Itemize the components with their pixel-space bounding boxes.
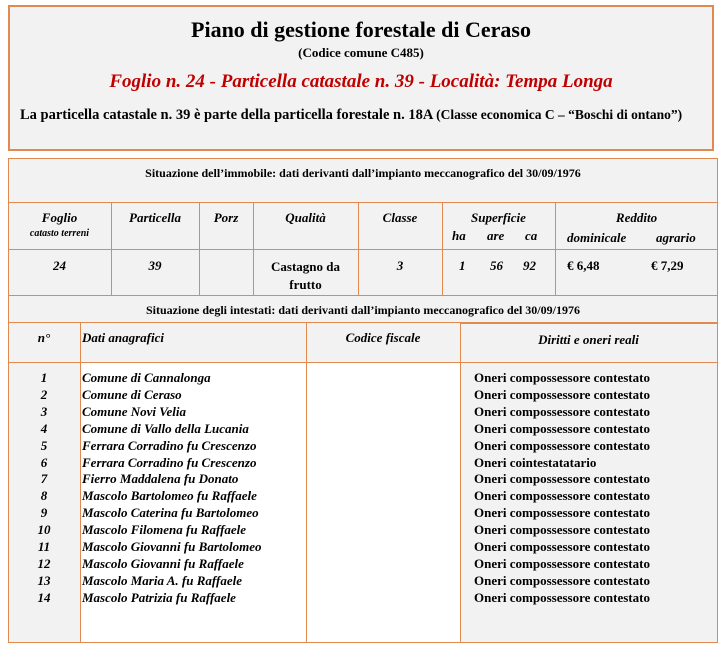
col-agrario-header: agrario [656, 230, 696, 245]
row-diritti: Oneri compossessore contestato [474, 590, 650, 605]
row-number: 5 [40, 438, 48, 453]
col-dominicale-header: dominicale [567, 230, 627, 245]
cell-are: 56 [490, 258, 503, 273]
row-diritti: Oneri compossessore contestato [474, 522, 650, 537]
row-dati-anagrafici: Mascolo Bartolomeo fu Raffaele [82, 488, 257, 503]
description [20, 105, 702, 125]
row-dati-anagrafici: Mascolo Filomena fu Raffaele [82, 522, 247, 537]
row-dati-anagrafici: Ferrara Corradino fu Crescenzo [82, 455, 257, 470]
cadastral-table [8, 158, 718, 643]
row-number: 7 [40, 471, 48, 486]
row-diritti: Oneri compossessore contestato [474, 505, 650, 520]
row-dati-anagrafici: Mascolo Giovanni fu Raffaele [82, 556, 244, 571]
cell-particella: 39 [148, 258, 162, 273]
row-number: 10 [37, 522, 51, 537]
col-qualita-header: Qualità [285, 210, 326, 225]
row-diritti: Oneri compossessore contestato [474, 370, 650, 385]
col-ca-header: ca [525, 228, 538, 243]
col-foglio-header: Foglio [41, 210, 78, 225]
cell-ha: 1 [459, 258, 466, 273]
cell-qualita-line1: Castagno da [271, 259, 340, 274]
row-number: 6 [40, 455, 48, 470]
col-n-header: n° [37, 330, 51, 345]
document-header [8, 5, 714, 151]
cell-ca: 92 [523, 258, 536, 273]
row-diritti: Oneri cointestatatario [474, 455, 597, 470]
row-dati-anagrafici: Mascolo Maria A. fu Raffaele [82, 573, 242, 588]
row-dati-anagrafici: Mascolo Giovanni fu Bartolomeo [82, 539, 262, 554]
row-number: 4 [40, 421, 48, 436]
cell-qualita-line2: frutto [289, 277, 322, 292]
immobile-section-title: Situazione dell’immobile: dati derivanti dall’impianto meccanografico del 30/09/1976 [145, 166, 581, 180]
row-number: 9 [40, 505, 48, 520]
row-diritti: Oneri compossessore contestato [474, 471, 650, 486]
cell-foglio: 24 [53, 258, 66, 273]
col-are-header: are [487, 228, 505, 243]
col-diritti-header: Diritti e oneri reali [538, 332, 639, 347]
cell-qualita [253, 258, 358, 294]
row-number: 14 [37, 590, 51, 605]
description-main: La particella catastale n. 39 è parte della particella forestale n. 18A [20, 107, 433, 123]
row-number: 1 [40, 370, 48, 385]
col-classe-header: Classe [382, 210, 418, 225]
col-reddito-header: Reddito [615, 210, 658, 225]
row-diritti: Oneri compossessore contestato [474, 421, 650, 436]
row-number: 11 [37, 539, 51, 554]
cell-dominicale: € 6,48 [567, 258, 600, 273]
row-dati-anagrafici: Fierro Maddalena fu Donato [82, 471, 239, 486]
row-dati-anagrafici: Comune Novi Velia [82, 404, 187, 419]
row-diritti: Oneri compossessore contestato [474, 556, 650, 571]
row-dati-anagrafici: Mascolo Patrizia fu Raffaele [82, 590, 236, 605]
row-dati-anagrafici: Ferrara Corradino fu Crescenzo [82, 438, 257, 453]
col-foglio-subheader: catasto terreni [29, 228, 90, 239]
row-diritti: Oneri compossessore contestato [474, 573, 650, 588]
row-dati-anagrafici: Comune di Cannalonga [82, 370, 211, 385]
row-dati-anagrafici: Comune di Ceraso [82, 387, 182, 402]
description-class: (Classe economica C – “Boschi di ontano”) [436, 107, 683, 122]
row-dati-anagrafici: Comune di Vallo della Lucania [82, 421, 249, 436]
col-porz-header: Porz [213, 210, 239, 225]
row-diritti: Oneri compossessore contestato [474, 539, 650, 554]
row-dati-anagrafici: Mascolo Caterina fu Bartolomeo [82, 505, 259, 520]
row-diritti: Oneri compossessore contestato [474, 488, 650, 503]
foglio-line: Foglio n. 24 - Particella catastale n. 39 - Località: Tempa Longa [109, 71, 613, 92]
col-dati-header: Dati anagrafici [82, 330, 164, 345]
col-ha-header: ha [452, 228, 466, 243]
document-subtitle: (Codice comune C485) [298, 45, 424, 60]
intestati-section-title: Situazione degli intestati: dati derivanti dall’impianto meccanografico del 30/09/1976 [146, 303, 580, 317]
col-superficie-header: Superficie [471, 210, 526, 225]
document-title: Piano di gestione forestale di Ceraso [191, 17, 531, 42]
cell-classe: 3 [396, 258, 404, 273]
row-number: 12 [37, 556, 51, 571]
row-diritti: Oneri compossessore contestato [474, 387, 650, 402]
row-diritti: Oneri compossessore contestato [474, 438, 650, 453]
row-number: 3 [40, 404, 48, 419]
row-number: 8 [40, 488, 48, 503]
cell-agrario: € 7,29 [651, 258, 684, 273]
codice-column-bg [306, 363, 460, 642]
row-number: 2 [40, 387, 48, 402]
row-number: 13 [37, 573, 51, 588]
col-particella-header: Particella [129, 210, 181, 225]
row-diritti: Oneri compossessore contestato [474, 404, 650, 419]
col-codice-header: Codice fiscale [345, 330, 421, 345]
